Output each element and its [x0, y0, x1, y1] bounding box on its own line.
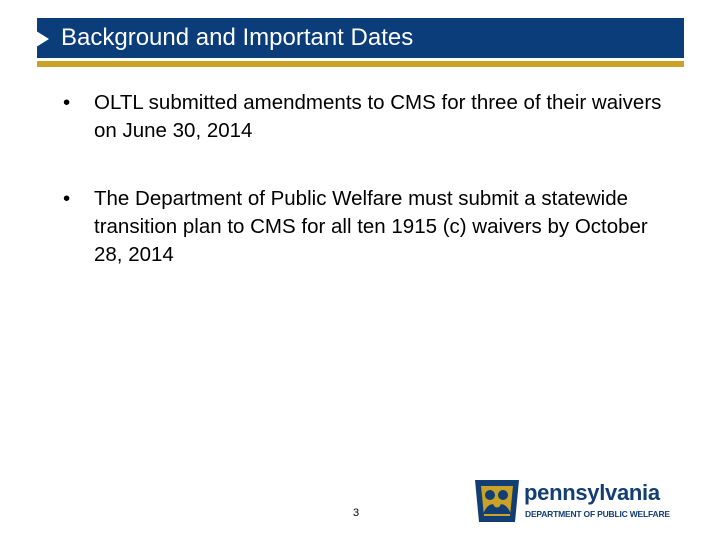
bullet-marker: • [63, 187, 71, 210]
logo-subtitle: DEPARTMENT OF PUBLIC WELFARE [525, 509, 670, 519]
logo-wordmark: pennsylvania [524, 480, 660, 505]
pennsylvania-dpw-logo [473, 478, 685, 524]
bullet-item [63, 89, 663, 145]
accent-rule [37, 61, 684, 67]
bullet-text: The Department of Public Welfare must submit a statewide transition plan to CMS for all ten 1915 (c) waivers by October 28, 2014 [94, 187, 648, 266]
slide-title: Background and Important Dates [61, 24, 414, 51]
keystone-emblem-icon [473, 478, 521, 524]
bullet-text: OLTL submitted amendments to CMS for three of their waivers on June 30, 2014 [94, 91, 662, 142]
bullet-item [63, 185, 663, 269]
bullet-marker: • [63, 91, 71, 114]
bullet-list [63, 89, 663, 269]
arrow-icon [33, 29, 49, 49]
page-number: 3 [353, 507, 360, 519]
